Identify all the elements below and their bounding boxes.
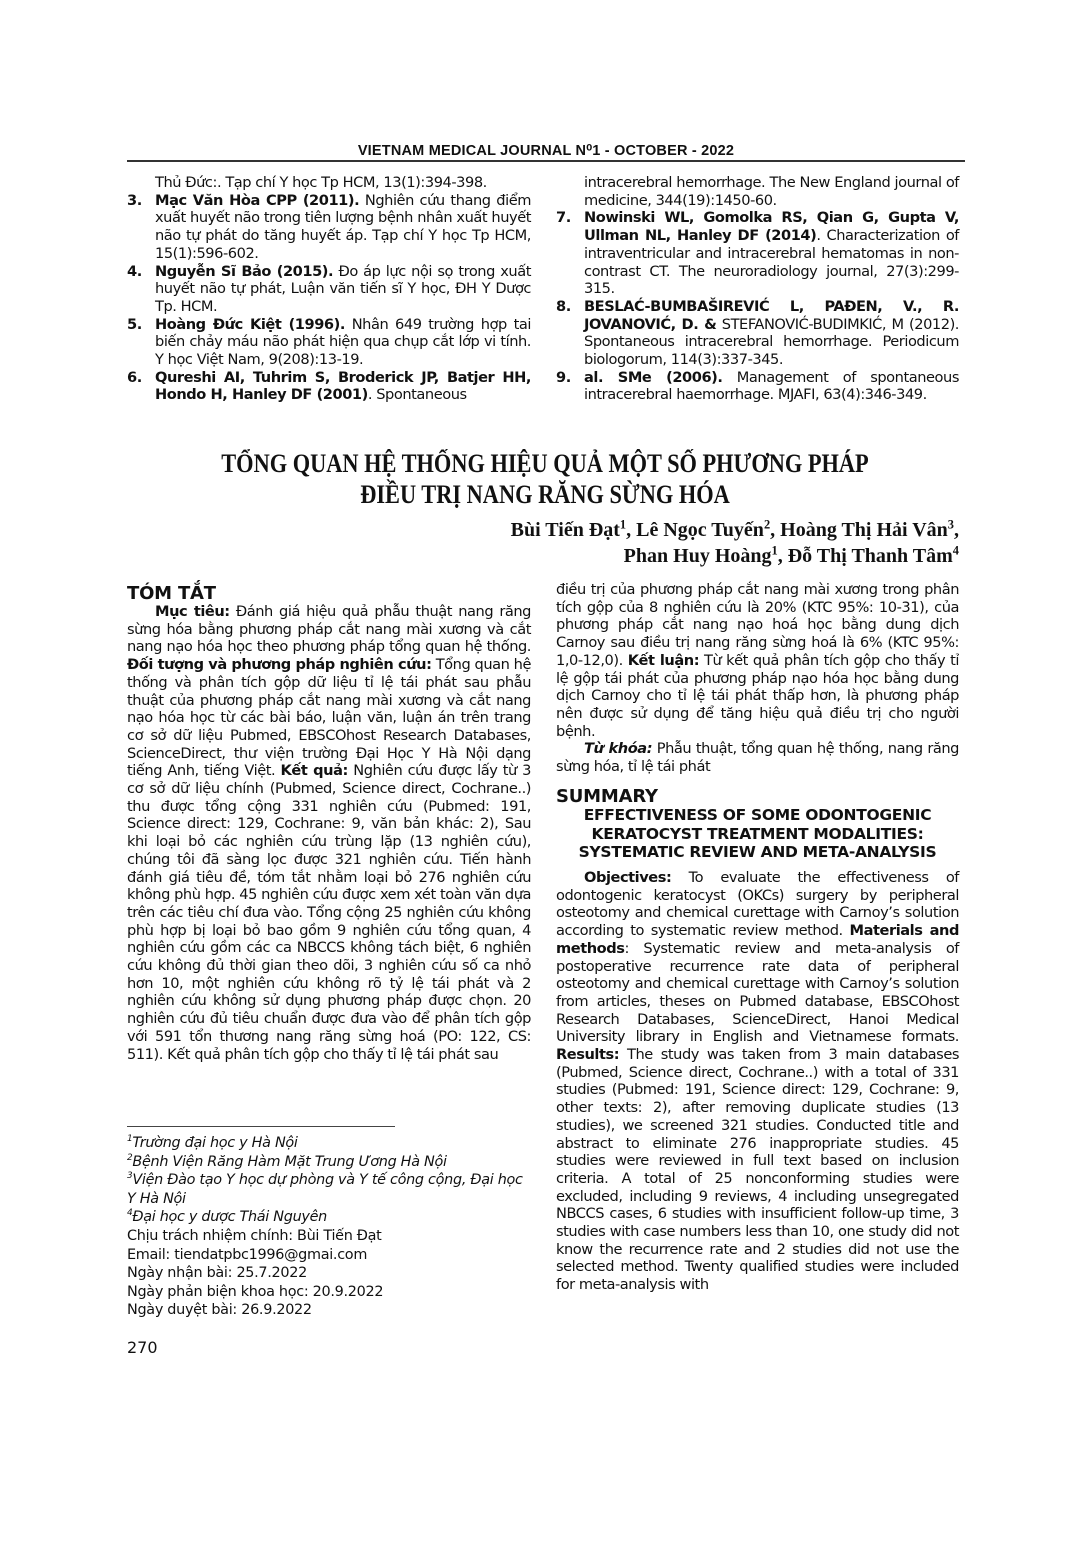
email: Email: tiendatpbc1996@gmai.com: [127, 1246, 368, 1263]
author-name: Hoàng Thị Hải Vân: [780, 519, 948, 541]
author-separator: ,: [626, 519, 637, 541]
reference-authors: BESLAĆ-BUMBAŠIREVIĆ L, PAĐEN, V., R. JOVANOVIĆ, D. &: [584, 297, 959, 333]
page-number: 270: [127, 1338, 158, 1357]
affiliation: [127, 1171, 531, 1208]
footnotes: [127, 1134, 531, 1320]
conclusion-text: Từ kết quả phân tích gộp cho thấy tỉ lệ gộp tái phát của phương pháp nạo hóa học bằng dung dịch Carnoy cho tỉ lệ tái phát thấp hơn, là phương pháp nên được sử dụng để tăng hiệu quả điều trị cho người bệnh.: [556, 651, 959, 740]
reference-continuation: intracerebral hemorrhage. The New England journal of medicine, 344(19):1450-60.: [584, 174, 959, 209]
results-text-continued: điều trị của phương pháp cắt nang mài xương trong phân tích gộp của 8 nghiên cứu là 20% (KTC 95%: 10-31), của phương pháp cắt nang nạo hoá học bằng dung dịch Carnoy sau điều trị nang răng sừng hoá là 6% (KTC 95%: 1,0-12,0).: [556, 581, 959, 669]
author-separator: ,: [770, 519, 781, 541]
abstract-en-body: [556, 869, 959, 1294]
affiliation-text: Trường đại học y Hà Nội: [132, 1135, 298, 1151]
objective-label: Mục tiêu:: [155, 603, 230, 620]
author-affiliation: 1: [619, 517, 627, 532]
reference-authors: al. SMe (2006).: [584, 368, 723, 386]
reference-authors: Hoàng Đức Kiệt (1996).: [155, 315, 345, 333]
methods-text: : Systematic review and meta-analysis of postoperative recurrence rate data of peripheral osteotomy and chemical curettage with Carnoy’s solution from articles, theses on Pubmed database, EBSCOhost Research Databases, ScienceDirect, Hanoi Medical University library in English and Vietnamese formats.: [556, 939, 959, 1046]
reference-item: [127, 263, 531, 316]
references-left: [127, 174, 531, 404]
date-received: Ngày nhận bài: 25.7.2022: [127, 1265, 307, 1282]
reference-number: 4.: [127, 262, 142, 280]
keywords-text: Phẫu thuật, tổng quan hệ thống, nang răng sừng hóa, tỉ lệ tái phát: [556, 740, 959, 776]
author-affiliation: 3: [947, 517, 954, 532]
reference-item: [127, 316, 531, 369]
abstract-vi-heading: TÓM TẮT: [127, 583, 216, 604]
reference-item: [127, 369, 531, 404]
affiliation-text: Viện Đào tạo Y học dự phòng và Y tế công cộng, Đại học Y Hà Nội: [127, 1172, 523, 1207]
reference-number: 3.: [127, 191, 142, 209]
summary-heading: SUMMARY: [556, 786, 658, 807]
results-text: Nghiên cứu được lấy từ 3 cơ sở dữ liệu chính (Pubmed, Science direct, Cochrane..) thu được tổng cộng 331 nghiên cứu (Pubmed: 191, Science direct: 129, Cochrane: 9, văn bản khác: 2), Sau khi loại bỏ các nghiên cứu trùng lặp (13 nghiên cứu), chúng tôi đã sàng lọc được 321 nghiên cứu. Tiến hành đánh giá tiêu đề, tóm tắt nhằm loại bỏ 276 nghiên cứu không phù hợp. 45 nghiên cứu được xem xét toàn văn dựa trên các tiêu chí đưa vào. Tổng cộng 25 nghiên cứu không phù hợp bị loại bỏ bao gồm 9 nghiên cứu tổng quan, 4 nghiên cứu gồm các ca NBCCS không tách biệt, 6 nghiên cứu không đủ thời gian theo dõi, 3 nghiên cứu số ca nhỏ hơn 10, một nghiên cứu không rõ tỷ lệ tái phát và 2 nghiên cứu không sử dụng phương pháp được chọn. 20 nghiên cứu đủ tiêu chuẩn được đưa vào để phân tích gộp với 591 tổn thương nang răng sừng hoá (PO: 122, CS: 511). Kết quả phân tích gộp cho thấy tỉ lệ tái phát sau: [127, 762, 531, 1063]
results-label: Kết quả:: [280, 762, 348, 780]
results-text: The study was taken from 3 main databases (Pubmed, Science direct, Cochrane..) with a total of 331 studies (Pubmed: 191, Science direct: 129, Cochrane: 9, other texts: 2), after removing duplicate studies (13 studies), we screened 321 studies. Conducted title and abstract to eliminate 276 inappropriate studies. 45 studies were reviewed in full text based on inclusion criteria. A total of 25 nonconforming studies were excluded, including 9 reviews, 4 including unsegregated NBCCS cases, 6 studies with insufficient follow-up time, 3 studies with case numbers less than 10, one study did not know the recurrence rate and 2 studies did not use the selected method. Twenty qualified studies were included for meta-analysis with: [556, 1046, 959, 1294]
author-name: Bùi Tiến Đạt: [510, 519, 620, 541]
reference-number: 9.: [556, 368, 571, 386]
affiliation-number: 4: [127, 1208, 133, 1219]
author-separator: ,: [954, 519, 959, 541]
header-rule: [127, 160, 965, 162]
author-separator: ,: [777, 545, 788, 567]
article-title-line: ĐIỀU TRỊ NANG RĂNG SỪNG HÓA: [360, 480, 730, 509]
reference-number: 7.: [556, 209, 571, 227]
affiliation: [127, 1134, 531, 1153]
objective-text: Đánh giá hiệu quả phẫu thuật nang răng sừng hóa bằng phương pháp cắt nang mài xương và cắt nang nạo hóa học theo phương pháp tổng quan hệ thống.: [127, 603, 531, 656]
abstract-vi-body: [127, 603, 531, 1063]
author-affiliation: 1: [771, 543, 778, 558]
reference-text: STEFANOVIĆ-BUDIMKIĆ, M (2012). Spontaneous intracerebral hemorrhage. Periodicum biologorum, 114(3):337-345.: [584, 315, 960, 369]
journal-header: VIETNAM MEDICAL JOURNAL N⁰1 - OCTOBER - 2022: [357, 143, 735, 159]
methods-label: Đối tượng và phương pháp nghiên cứu:: [127, 656, 432, 674]
author-affiliation: 4: [952, 543, 959, 558]
author-name: Đỗ Thị Thanh Tâm: [787, 545, 953, 567]
article-title: [180, 448, 911, 510]
keywords-label: Từ khóa:: [584, 740, 653, 758]
affiliation: [127, 1208, 531, 1227]
affiliation-text: Bệnh Viện Răng Hàm Mặt Trung Ương Hà Nội: [132, 1153, 447, 1170]
objectives-text: To evaluate the effectiveness of odontogenic keratocyst (OKCs) surgery by peripheral osteotomy and chemical curettage with Carnoy’s solution according to systematic review method.: [556, 869, 959, 940]
affiliation-text: Đại học y dược Thái Nguyên: [132, 1209, 327, 1226]
methods-text: Tổng quan hệ thống và phân tích gộp dữ liệu tỉ lệ tái phát sau phẫu thuật của phương pháp cắt nang mài xương và cắt nang nạo hóa học từ các bài báo, luận văn, luận án trên trang cơ sở dữ liệu Pubmed, EBSCOhost Research Databases, ScienceDirect, thư viện trường Đại Học Y Hà Nội dạng tiếng Anh, tiếng Việt.: [127, 656, 531, 780]
corresponding-author: Chịu trách nhiệm chính: Bùi Tiến Đạt: [127, 1227, 382, 1244]
abstract-vi-continuation: [556, 581, 959, 776]
reference-authors: Nowinski WL, Gomolka RS, Qian G, Gupta V, Ullman NL, Hanley DF (2014): [584, 209, 959, 245]
author-list: [400, 517, 959, 569]
affiliation-number: 1: [127, 1134, 133, 1145]
reference-item: [127, 192, 531, 263]
english-title-line: EFFECTIVENESS OF SOME ODONTOGENIC: [583, 806, 932, 824]
reference-authors: Nguyễn Sĩ Bảo (2015).: [155, 262, 334, 280]
reference-item: [556, 209, 959, 298]
date-accepted: Ngày duyệt bài: 26.9.2022: [127, 1302, 312, 1319]
affiliation: [127, 1153, 531, 1172]
english-title-line: KERATOCYST TREATMENT MODALITIES:: [591, 824, 924, 843]
affiliation-number: 2: [127, 1152, 133, 1163]
date-reviewed: Ngày phản biện khoa học: 20.9.2022: [127, 1283, 384, 1300]
reference-text: Management of spontaneous intracerebral haemorrhage. MJAFI, 63(4):346-349.: [584, 368, 959, 404]
reference-number: 8.: [556, 297, 571, 315]
reference-text: . Characterization of intraventricular and intracerebral hematomas in non-contrast CT. The neuroradiology journal, 27(3):299-315.: [584, 227, 959, 298]
reference-item: [556, 369, 959, 404]
author-affiliation: 2: [763, 517, 771, 532]
reference-text: Nhân 649 trường hợp tai biến chảy máu não phát hiện qua chụp cắt lớp vi tính. Y học Việt Nam, 9(208):13-19.: [155, 315, 531, 369]
reference-item: [556, 298, 959, 369]
conclusion-label: Kết luận:: [627, 651, 700, 669]
english-title-line: SYSTEMATIC REVIEW AND META-ANALYSIS: [578, 843, 937, 861]
article-title-line: TỔNG QUAN HỆ THỐNG HIỆU QUẢ MỘT SỐ PHƯƠNG PHÁP: [221, 449, 869, 478]
references-right: [556, 174, 959, 404]
methods-label: Materials and methods: [556, 922, 959, 957]
objectives-label: Objectives:: [584, 869, 672, 886]
reference-text: Đo áp lực nội sọ trong xuất huyết não tự phát, Luận văn tiến sĩ Y học, ĐH Y Dược Tp. HCM.: [155, 262, 531, 315]
author-name: Lê Ngọc Tuyến: [636, 519, 764, 541]
reference-authors: Mạc Văn Hòa CPP (2011).: [155, 191, 360, 209]
reference-continuation: Thủ Đức:. Tạp chí Y học Tp HCM, 13(1):394-398.: [155, 174, 487, 191]
reference-number: 5.: [127, 315, 142, 333]
reference-authors: Qureshi AI, Tuhrim S, Broderick JP, Batjer HH, Hondo H, Hanley DF (2001): [155, 368, 531, 404]
english-title: [556, 806, 959, 862]
reference-text: . Spontaneous: [367, 386, 467, 404]
author-name: Phan Huy Hoàng: [623, 545, 772, 567]
reference-number: 6.: [127, 368, 142, 386]
footnote-rule: [127, 1126, 395, 1127]
affiliation-number: 3: [127, 1171, 133, 1182]
results-label: Results:: [556, 1046, 620, 1064]
reference-text: Nghiên cứu thang điểm xuất huyết não trong tiên lượng bệnh nhân xuất huyết não tự phát do tăng huyết áp. Tạp chí Y học Tp HCM, 15(1):596-602.: [155, 191, 531, 262]
